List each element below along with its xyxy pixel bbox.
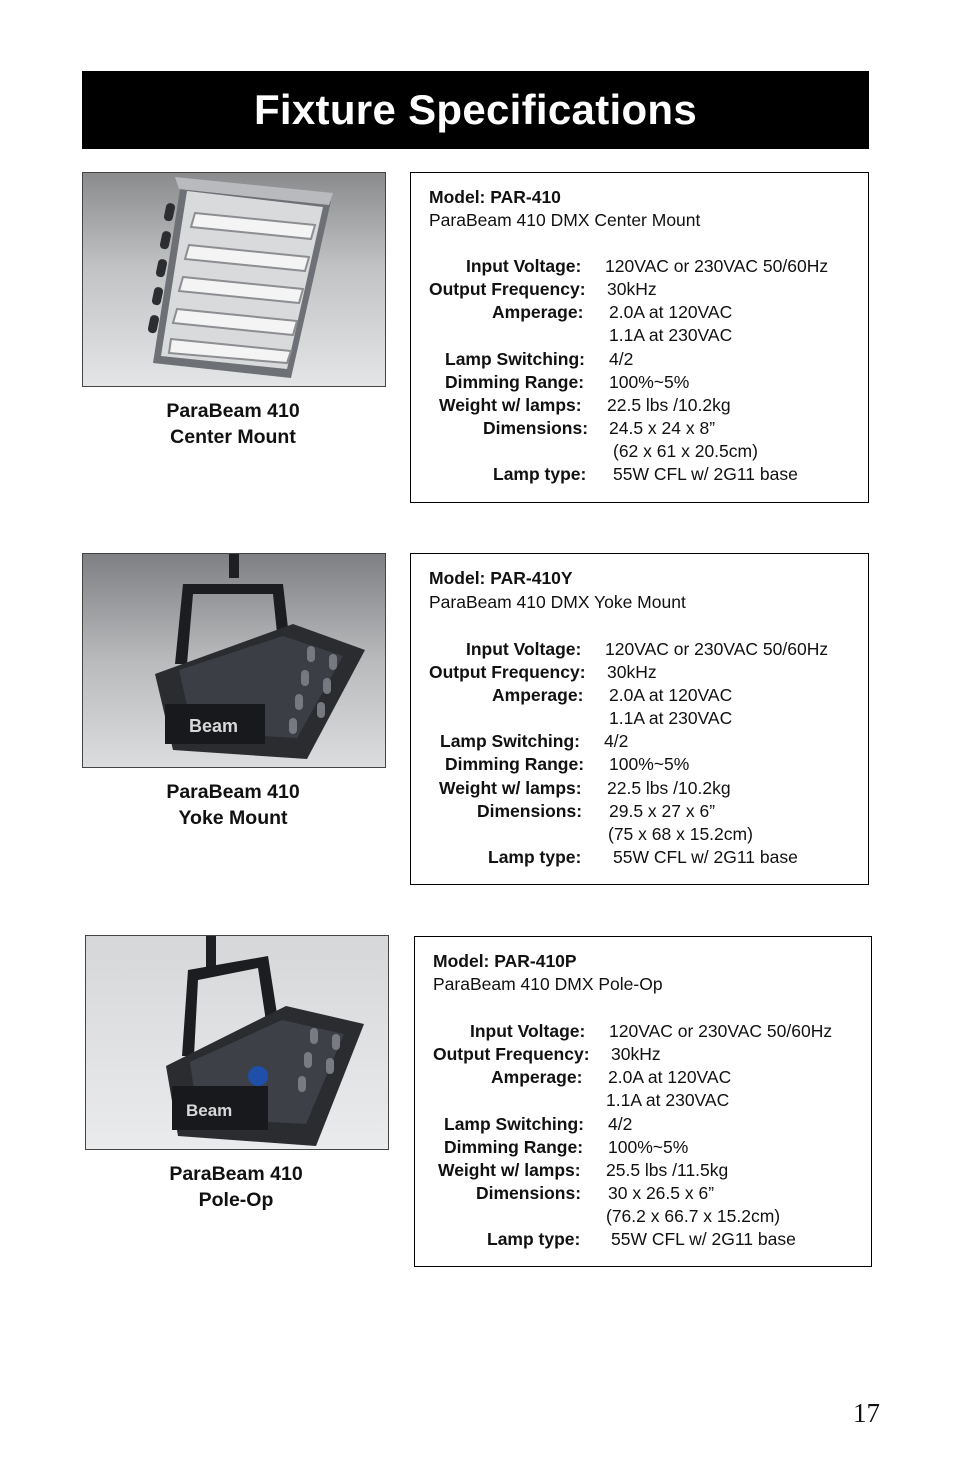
model-description: ParaBeam 410 DMX Yoke Mount [429, 592, 686, 612]
output-frequency-label: Output Frequency: [429, 279, 586, 299]
dimensions-label: Dimensions: [483, 418, 589, 438]
weight-value: 25.5 lbs /11.5kg [606, 1160, 729, 1180]
fixture-caption-pole-op [85, 1161, 387, 1213]
pole-op-fixture-illustration [86, 936, 388, 1149]
output-frequency-value: 30kHz [607, 279, 657, 299]
weight-label: Weight w/ lamps: [438, 1160, 581, 1180]
model-description: ParaBeam 410 DMX Pole-Op [433, 974, 663, 994]
lamp-switching-value: 4/2 [604, 731, 629, 751]
fixture-caption-center-mount [82, 398, 384, 450]
svg-text:Beam: Beam [189, 716, 239, 736]
dimensions-value-2: (76.2 x 66.7 x 15.2cm) [606, 1206, 781, 1226]
amperage-value-2: 1.1A at 230VAC [606, 1090, 730, 1110]
model-label: Model: PAR-410Y [429, 568, 573, 588]
caption-line-1: ParaBeam 410 [166, 781, 300, 803]
lamp-type-value: 55W CFL w/ 2G11 base [611, 1229, 796, 1249]
output-frequency-label: Output Frequency: [429, 662, 586, 682]
caption-line-1: ParaBeam 410 [169, 1163, 303, 1185]
weight-label: Weight w/ lamps: [439, 778, 582, 798]
output-frequency-value: 30kHz [611, 1044, 661, 1064]
fixture-photo-yoke-mount [82, 553, 386, 768]
weight-label: Weight w/ lamps: [439, 395, 582, 415]
output-frequency-value: 30kHz [607, 662, 657, 682]
model-label: Model: PAR-410P [433, 951, 577, 971]
lamp-switching-label: Lamp Switching: [444, 1114, 584, 1134]
dimensions-value-1: 29.5 x 27 x 6” [609, 801, 716, 821]
input-voltage-value: 120VAC or 230VAC 50/60Hz [609, 1021, 833, 1041]
amperage-value-2: 1.1A at 230VAC [609, 325, 733, 345]
input-voltage-value: 120VAC or 230VAC 50/60Hz [605, 256, 829, 276]
amperage-label: Amperage: [492, 302, 584, 322]
dimming-range-label: Dimming Range: [445, 754, 585, 774]
input-voltage-value: 120VAC or 230VAC 50/60Hz [605, 639, 829, 659]
caption-line-1: ParaBeam 410 [166, 400, 300, 422]
page-title: Fixture Specifications [253, 86, 698, 133]
lamp-type-label: Lamp type: [487, 1229, 581, 1249]
weight-value: 22.5 lbs /10.2kg [607, 778, 731, 798]
svg-text:Beam: Beam [186, 1101, 233, 1120]
model-label: Model: PAR-410 [429, 187, 561, 207]
center-mount-fixture-illustration [83, 173, 385, 386]
lamp-switching-value: 4/2 [608, 1114, 633, 1134]
model-description: ParaBeam 410 DMX Center Mount [429, 210, 701, 230]
dimming-range-label: Dimming Range: [444, 1137, 584, 1157]
spec-box-par-410y [410, 553, 869, 885]
amperage-label: Amperage: [492, 685, 584, 705]
fixture-caption-yoke-mount [82, 779, 384, 831]
fixture-photo-center-mount [82, 172, 386, 387]
dimensions-value-2: (75 x 68 x 15.2cm) [608, 824, 753, 844]
input-voltage-label: Input Voltage: [470, 1021, 586, 1041]
dimensions-label: Dimensions: [476, 1183, 582, 1203]
amperage-value-1: 2.0A at 120VAC [609, 685, 733, 705]
input-voltage-label: Input Voltage: [466, 639, 582, 659]
dimming-range-value: 100%~5% [609, 372, 690, 392]
output-frequency-label: Output Frequency: [433, 1044, 590, 1064]
dimming-range-value: 100%~5% [609, 754, 690, 774]
lamp-type-value: 55W CFL w/ 2G11 base [613, 464, 798, 484]
page-title-bar [82, 71, 869, 149]
lamp-switching-label: Lamp Switching: [440, 731, 580, 751]
dimming-range-value: 100%~5% [608, 1137, 689, 1157]
dimensions-value-1: 24.5 x 24 x 8” [609, 418, 716, 438]
lamp-type-value: 55W CFL w/ 2G11 base [613, 847, 798, 867]
yoke-mount-fixture-illustration [83, 554, 385, 767]
page-number: 17 [853, 1398, 880, 1428]
caption-line-2: Pole-Op [198, 1189, 274, 1211]
lamp-type-label: Lamp type: [488, 847, 582, 867]
amperage-value-1: 2.0A at 120VAC [609, 302, 733, 322]
weight-value: 22.5 lbs /10.2kg [607, 395, 731, 415]
lamp-switching-value: 4/2 [609, 349, 634, 369]
dimensions-value-1: 30 x 26.5 x 6” [608, 1183, 715, 1203]
caption-line-2: Center Mount [170, 426, 296, 448]
caption-line-2: Yoke Mount [178, 807, 288, 829]
dimming-range-label: Dimming Range: [445, 372, 585, 392]
amperage-value-2: 1.1A at 230VAC [609, 708, 733, 728]
fixture-photo-pole-op [85, 935, 389, 1150]
spec-box-par-410p [414, 936, 872, 1267]
amperage-label: Amperage: [491, 1067, 583, 1087]
lamp-type-label: Lamp type: [493, 464, 587, 484]
dimensions-value-2: (62 x 61 x 20.5cm) [613, 441, 758, 461]
lamp-switching-label: Lamp Switching: [445, 349, 585, 369]
input-voltage-label: Input Voltage: [466, 256, 582, 276]
spec-box-par-410 [410, 172, 869, 503]
amperage-value-1: 2.0A at 120VAC [608, 1067, 732, 1087]
dimensions-label: Dimensions: [477, 801, 583, 821]
